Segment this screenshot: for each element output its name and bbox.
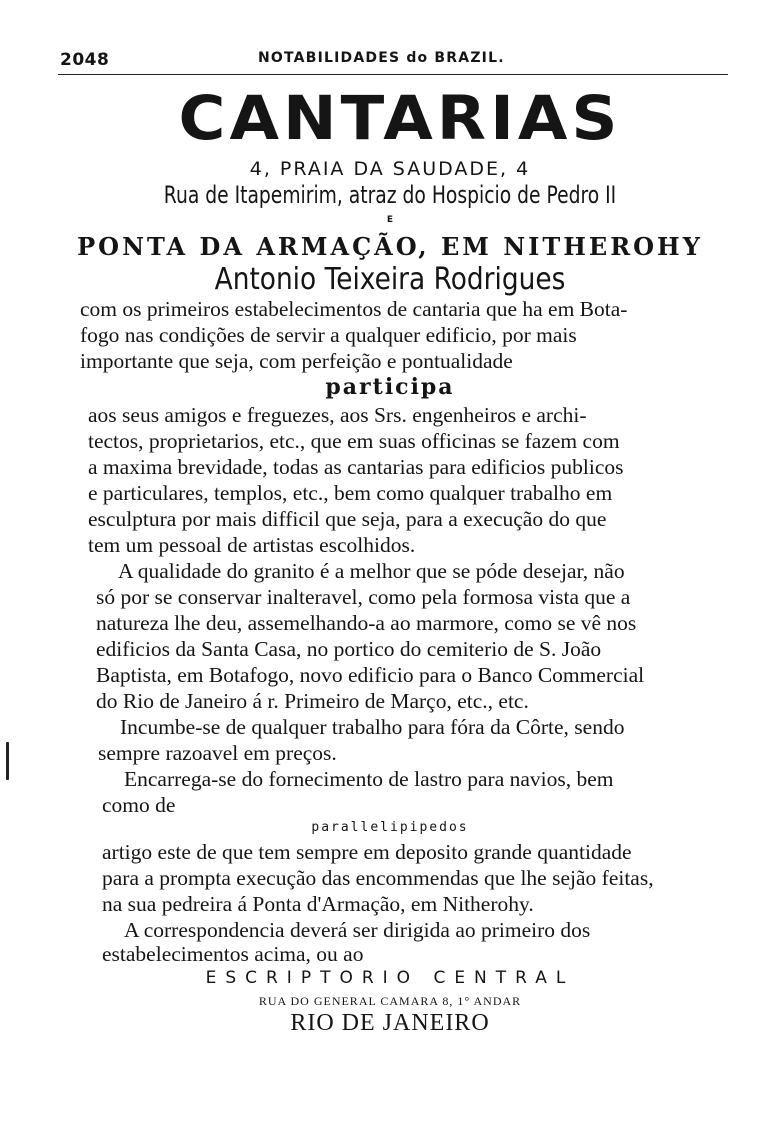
address-line-1: 4, PRAIA DA SAUDADE, 4 [249,158,531,180]
body-line: estabelecimentos acima, ou ao [102,942,364,966]
conjunction: E [386,215,394,225]
body-line: importante que seja, com perfeição e pontualidade [80,349,513,373]
header-rule [58,74,728,75]
body-line: aos seus amigos e freguezes, aos Srs. engenheiros e archi- [88,403,587,427]
body-line: tem um pessoal de artistas escolhidos. [88,533,416,557]
body-line: A correspondencia deverá ser dirigida ao primeiro dos [124,918,591,942]
city-name: RIO DE JANEIRO [290,1010,490,1036]
advert-title: CANTARIAS [178,83,622,155]
body-line: a maxima brevidade, todas as cantarias para edificios publicos [88,455,624,479]
running-title: NOTABILIDADES do BRAZIL. [258,50,505,66]
central-office: ESCRIPTORIO CENTRAL [205,968,575,988]
second-location: PONTA DA ARMAÇÃO, EM NITHEROHY [77,232,703,261]
body-line: Baptista, em Botafogo, novo edificio para o Banco Commercial [96,663,645,687]
body-line: com os primeiros estabelecimentos de cantaria que ha em Bota- [80,297,628,321]
page-number: 2048 [60,50,110,70]
body-line: artigo este de que tem sempre em deposito grande quantidade [102,840,632,864]
body-line: Incumbe-se de qualquer trabalho para fóra da Côrte, sendo [120,715,625,739]
body-line: fogo nas condições de servir a qualquer edificio, por mais [80,323,577,347]
body-line: para a prompta execução das encommendas que lhe sejão feitas, [102,866,654,890]
address-line-2: Rua de Itapemirim, atraz do Hospicio de Pedro II [163,181,617,209]
body-line: A qualidade do granito é a melhor que se póde desejar, não [118,559,625,583]
body-line: Encarrega-se do fornecimento de lastro para navios, bem [124,767,614,791]
body-line: do Rio de Janeiro á r. Primeiro de Março, etc., etc. [96,689,529,713]
body-line: como de [102,793,176,817]
body-line: esculptura por mais difficil que seja, para a execução do que [88,507,607,531]
page-header [60,44,730,74]
body-line: sempre razoavel em preços. [98,741,337,765]
parallelipipedos-heading: parallelipipedos [311,820,469,835]
body-line: e particulares, templos, etc., bem como qualquer trabalho em [88,481,613,505]
proprietor-name: Antonio Teixeira Rodrigues [214,262,566,297]
margin-mark [6,742,9,780]
office-address: RUA DO GENERAL CAMARA 8, 1° ANDAR [258,994,522,1008]
participa-heading: participa [325,374,455,400]
body-line: edificios da Santa Casa, no portico do cemiterio de S. João [96,637,602,661]
body-line: só por se conservar inalteravel, como pela formosa vista que a [96,585,631,609]
body-line: na sua pedreira á Ponta d'Armação, em Nitherohy. [102,892,534,916]
body-line: natureza lhe deu, assemelhando-a ao marmore, como se vê nos [96,611,637,635]
body-line: tectos, proprietarios, etc., que em suas officinas se fazem com [88,429,620,453]
